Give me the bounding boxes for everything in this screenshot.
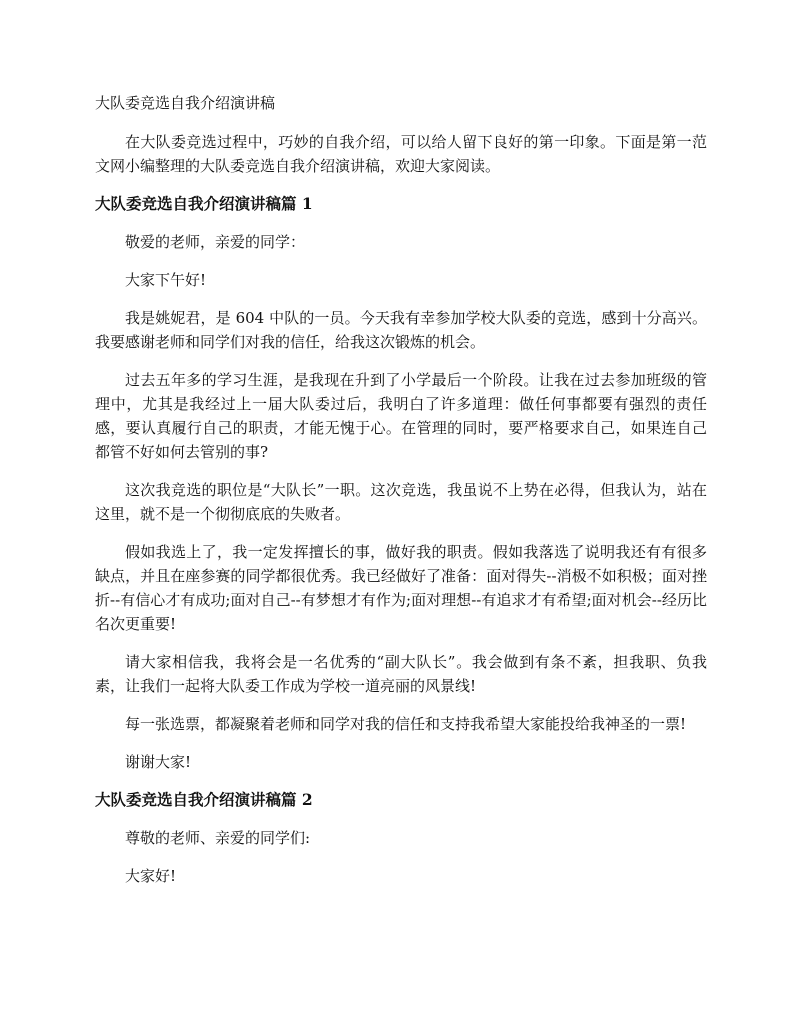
document-title: 大队委竞选自我介绍演讲稿 <box>95 94 276 112</box>
paragraph: 这次我竞选的职位是“大队长”一职。这次竞选，我虽说不上势在必得，但我认为，站在这里，就不是一个彻彻底底的失败者。 <box>95 481 707 523</box>
paragraph: 大家好! <box>125 867 177 885</box>
intro-paragraph: 在大队委竞选过程中，巧妙的自我介绍，可以给人留下良好的第一印象。下面是第一范文网小编整理的大队委竞选自我介绍演讲稿，欢迎大家阅读。 <box>95 133 707 175</box>
paragraph: 尊敬的老师、亲爱的同学们: <box>125 829 311 847</box>
section-heading-2: 大队委竞选自我介绍演讲稿篇 2 <box>95 790 313 809</box>
paragraph: 大家下午好! <box>125 271 207 289</box>
section-heading-1: 大队委竞选自我介绍演讲稿篇 1 <box>95 194 313 213</box>
paragraph: 每一张选票，都凝聚着老师和同学对我的信任和支持我希望大家能投给我神圣的一票! <box>125 715 687 733</box>
paragraph: 谢谢大家! <box>125 753 192 771</box>
paragraph: 敬爱的老师，亲爱的同学： <box>125 233 306 251</box>
paragraph: 我是姚妮君，是 604 中队的一员。今天我有幸参加学校大队委的竞选，感到十分高兴。我要感谢老师和同学们对我的信任，给我这次锻炼的机会。 <box>95 309 707 351</box>
paragraph: 过去五年多的学习生涯，是我现在升到了小学最后一个阶段。让我在过去参加班级的管理中，尤其是我经过上一届大队委过后，我明白了许多道理：做任何事都要有强烈的责任感，要认真履行自己的职责，才能无愧于心。在管理的同时，要严格要求自己，如果连自己都管不好如何去管别的事? <box>95 371 707 461</box>
document-page <box>95 92 707 902</box>
paragraph: 请大家相信我，我将会是一名优秀的“副大队长”。我会做到有条不紊，担我职、负我素，让我们一起将大队委工作成为学校一道亮丽的风景线! <box>95 653 707 695</box>
paragraph: 假如我选上了，我一定发挥擅长的事，做好我的职责。假如我落选了说明我还有有很多缺点，并且在座参赛的同学都很优秀。我已经做好了准备：面对得失--消极不如积极；面对挫折--有信心才有成功;面对自己--有梦想才有作为;面对理想--有追求才有希望;面对机会--经历比名次更重要! <box>95 543 707 633</box>
